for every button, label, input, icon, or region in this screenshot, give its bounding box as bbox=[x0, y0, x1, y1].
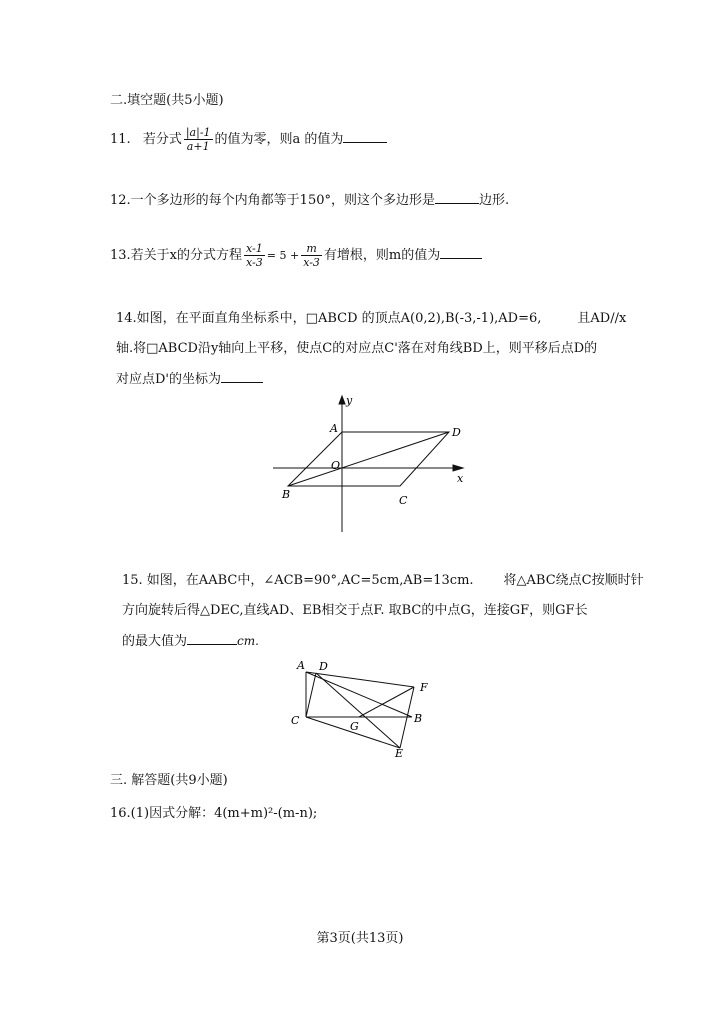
question-text: 12.一个多边形的每个内角都等于150°，则这个多边形是 bbox=[110, 193, 435, 208]
segment-gf bbox=[359, 687, 414, 717]
label-d: D bbox=[319, 660, 328, 673]
question-text: 若分式 bbox=[142, 132, 182, 147]
question-14-line-3 bbox=[116, 368, 263, 389]
fraction bbox=[301, 242, 322, 269]
answer-blank bbox=[221, 368, 263, 383]
label-e: E bbox=[395, 747, 404, 758]
fraction-denominator: a+1 bbox=[186, 140, 210, 153]
answer-blank bbox=[440, 244, 482, 259]
section-title-fill-in: 二.填空题(共5小题) bbox=[110, 93, 224, 108]
question-16: 16.(1)因式分解：4(m+m)²-(m-n); bbox=[110, 806, 318, 821]
page-footer: 第3页(共13页) bbox=[316, 931, 404, 946]
fraction-numerator: |a|-1 bbox=[185, 126, 211, 139]
x-axis-arrow bbox=[453, 465, 463, 471]
answer-blank bbox=[187, 630, 237, 645]
label-f: F bbox=[420, 681, 428, 694]
equation-middle: = 5 + bbox=[266, 249, 300, 262]
question-text: 的值为零，则a 的值为 bbox=[214, 132, 344, 147]
label-d: D bbox=[452, 426, 461, 439]
label-c: C bbox=[291, 714, 300, 727]
question-15-line-3 bbox=[122, 630, 259, 651]
fraction bbox=[244, 242, 265, 269]
fraction-numerator: m bbox=[301, 242, 322, 256]
question-14-line-2: 轴.将□ABCD沿y轴向上平移，使点C的对应点C'落在对角线BD上，则平移后点D的 bbox=[116, 341, 598, 356]
question-text: 将△ABC绕点C按顺时针 bbox=[503, 573, 644, 588]
label-g: G bbox=[350, 720, 359, 733]
question-text: 的最大值为 bbox=[122, 634, 188, 649]
label-a: A bbox=[330, 422, 338, 435]
question-11 bbox=[110, 126, 387, 154]
label-b: B bbox=[414, 712, 423, 725]
question-14-line-1 bbox=[116, 310, 626, 328]
question-13 bbox=[110, 241, 482, 271]
question-number: 11. bbox=[110, 132, 131, 147]
question-text: 边形. bbox=[479, 193, 510, 208]
question-text: 对应点D'的坐标为 bbox=[116, 372, 221, 387]
section-title-solutions: 三. 解答题(共9小题) bbox=[110, 773, 228, 788]
question-text: 有增根，则m的值为 bbox=[323, 248, 441, 263]
label-o: O bbox=[331, 459, 341, 472]
question-text: 14.如图，在平面直角坐标系中，□ABCD 的顶点A(0,2),B(-3,-1),AD=6, bbox=[116, 311, 542, 326]
fraction-denominator: x-3 bbox=[246, 256, 263, 269]
question-15-line-1 bbox=[122, 572, 644, 590]
question-text: 且AD//x bbox=[577, 311, 627, 326]
question-text: 13.若关于x的分式方程 bbox=[110, 248, 243, 263]
label-c: C bbox=[399, 494, 408, 507]
answer-blank bbox=[435, 189, 479, 204]
label-x: x bbox=[457, 472, 464, 485]
answer-blank bbox=[343, 128, 387, 143]
line-adf bbox=[306, 672, 414, 687]
question-text: 15. 如图，在AABC中，∠ACB=90°,AC=5cm,AB=13cm. bbox=[122, 573, 474, 588]
label-y: y bbox=[346, 394, 353, 407]
figure-14-parallelogram bbox=[265, 392, 475, 534]
unit-label: cm. bbox=[237, 634, 259, 648]
y-axis-arrow bbox=[339, 396, 345, 404]
segment-de bbox=[316, 673, 400, 748]
question-15-line-2: 方向旋转后得△DEC,直线AD、EB相交于点F. 取BC的中点G，连接GF，则GF长 bbox=[122, 603, 588, 618]
fraction-numerator: x-1 bbox=[246, 242, 263, 255]
label-a: A bbox=[297, 659, 305, 672]
figure-15-rotated-triangles bbox=[284, 656, 444, 758]
fraction bbox=[184, 126, 213, 153]
fraction-denominator: x-3 bbox=[303, 256, 320, 269]
segment-cd bbox=[306, 673, 316, 717]
label-b: B bbox=[282, 488, 291, 501]
question-12 bbox=[110, 189, 509, 210]
